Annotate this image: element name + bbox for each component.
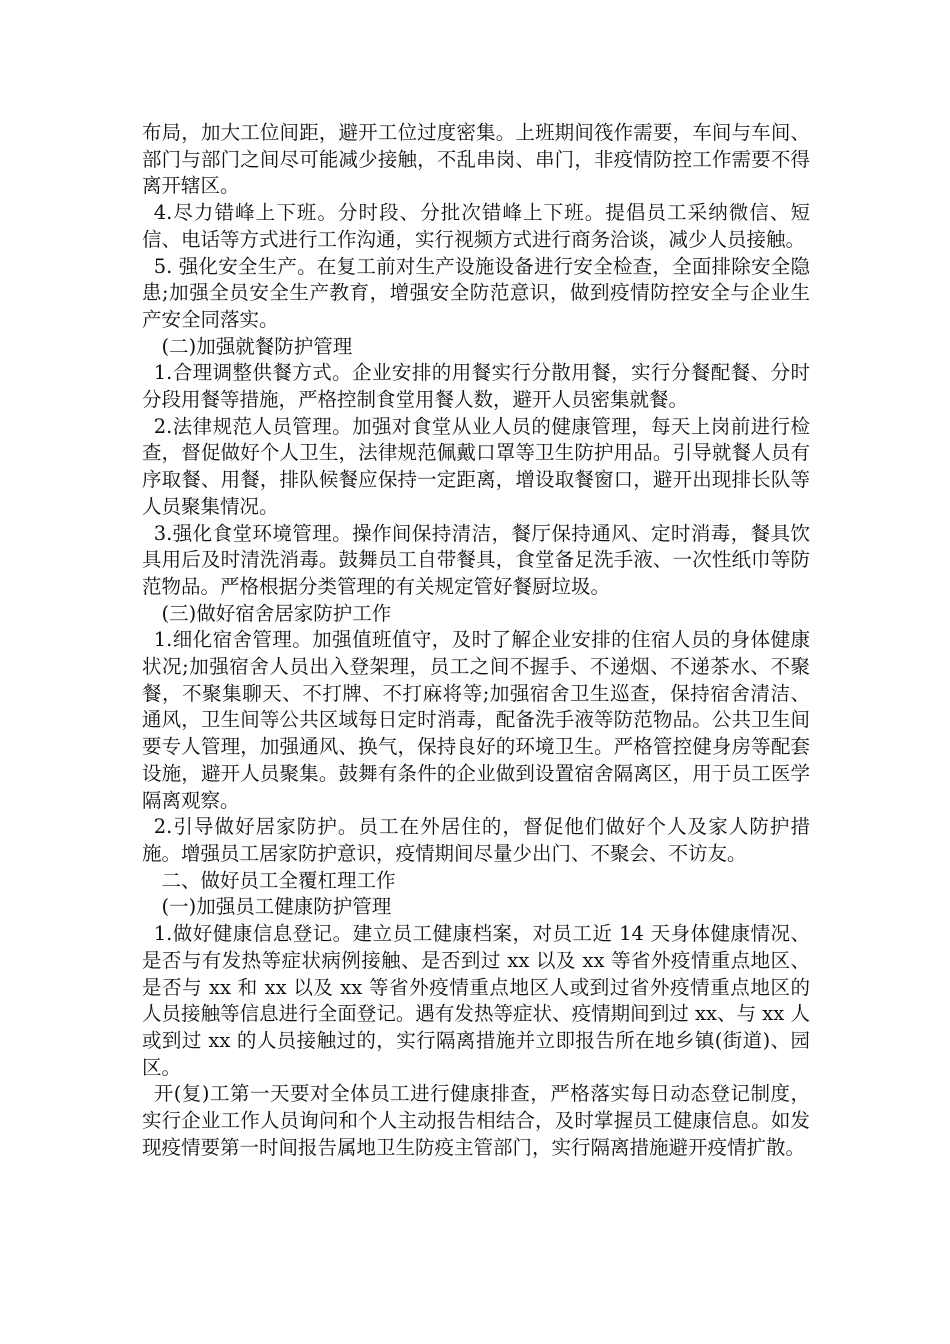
paragraph-dormitory-1: 1.细化宿舍管理。加强值班值守，及时了解企业安排的住宿人员的身体健康状况;加强宿舍人员出入登架理，员工之间不握手、不递烟、不递茶水、不聚餐，不聚集聊天、不打牌、不打麻将等;加强宿舍卫生巡查，保持宿舍清洁、通风，卫生间等公共区域每日定时消毒，配备洗手液等防范物品。公共卫生间要专人管理，加强通风、换气，保持良好的环境卫生。严格管控健身房等配套设施，避开人员聚集。鼓舞有条件的企业做到设置宿舍隔离区，用于员工医学隔离观察。 <box>142 628 810 812</box>
paragraph-dining-1: 1.合理调整供餐方式。企业安排的用餐实行分散用餐，实行分餐配餐、分时分段用餐等措施，严格控制食堂用餐人数，避开人员密集就餐。 <box>142 361 810 412</box>
document-page <box>142 120 810 1161</box>
section-heading-health: (一)加强员工健康防护管理 <box>161 895 392 919</box>
section-heading-dining: (二)加强就餐防护管理 <box>161 334 353 358</box>
paragraph-item-5: 5. 强化安全生产。在复工前对生产设施设备进行安全检查，全面排除安全隐患;加强全员安全生产教育，增强安全防范意识，做到疫情防控安全与企业生产安全同落实。 <box>142 254 810 331</box>
paragraph-health-2: 开(复)工第一天要对全体员工进行健康排查，严格落实每日动态登记制度，实行企业工作人员询问和个人主动报告相结合，及时掌握员工健康信息。如发现疫情要第一时间报告属地卫生防疫主管部门，实行隔离措施避开疫情扩散。 <box>142 1082 810 1159</box>
paragraph-item-4: 4.尽力错峰上下班。分时段、分批次错峰上下班。提倡员工采纳微信、短信、电话等方式进行工作沟通，实行视频方式进行商务洽谈，减少人员接触。 <box>142 201 810 251</box>
paragraph-dormitory-2: 2.引导做好居家防护。员工在外居住的，督促他们做好个人及家人防护措施。增强员工居家防护意识，疫情期间尽量少出门、不聚会、不访友。 <box>142 815 810 865</box>
chapter-heading-staff: 二、做好员工全覆杠理工作 <box>161 868 396 892</box>
section-heading-dormitory: (三)做好宿舍居家防护工作 <box>161 601 392 625</box>
paragraph-health-1: 1.做好健康信息登记。建立员工健康档案，对员工近 14 天身体健康情况、是否与有发热等症状病例接触、是否到过 xx 以及 xx 等省外疫情重点地区、是否与 xx 和 xx 以及 xx 等省外疫情重点地区人或到过省外疫情重点地区的人员接触等信息进行全面登记。遇有发热等症状、疫情期间到过 xx、与 xx 人或到过 xx 的人员接触过的，实行隔离措施并立即报告所在地乡镇(街道)、园区。 <box>142 922 810 1079</box>
paragraph-continuation: 布局，加大工位间距，避开工位过度密集。上班期间筏作需要，车间与车间、部门与部门之间尽可能减少接触，不乱串岗、串门，非疫情防控工作需要不得离开辖区。 <box>142 121 810 198</box>
paragraph-dining-3: 3.强化食堂环境管理。操作间保持清洁，餐厅保持通风、定时消毒，餐具饮具用后及时清洗消毒。鼓舞员工自带餐具，食堂备足洗手液、一次性纸巾等防范物品。严格根据分类管理的有关规定管好餐厨垃圾。 <box>142 521 810 598</box>
paragraph-dining-2: 2.法律规范人员管理。加强对食堂从业人员的健康管理，每天上岗前进行检查，督促做好个人卫生，法律规范佩戴口罩等卫生防护用品。引导就餐人员有序取餐、用餐，排队候餐应保持一定距离，增设取餐窗口，避开出现排长队等人员聚集情况。 <box>142 414 810 518</box>
